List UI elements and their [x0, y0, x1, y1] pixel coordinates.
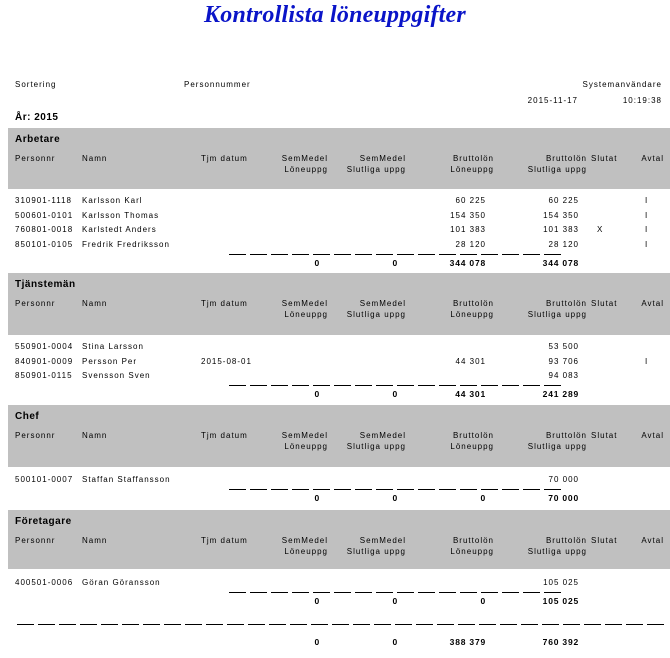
separator-dash [250, 254, 267, 255]
row-avtal: I [645, 225, 649, 234]
column-header-brutto_slutliga_2: Slutliga uppg [527, 165, 587, 174]
row-tjm-datum: 2015-08-01 [201, 356, 252, 366]
separator-dash [523, 592, 540, 593]
column-header-namn: Namn [82, 536, 108, 545]
separator-dash [523, 254, 540, 255]
separator-dash [544, 385, 561, 386]
total-brutto-loneuppg: 344 078 [449, 257, 486, 268]
row-brutto-slutliga: 53 500 [548, 342, 579, 351]
separator-dash [229, 385, 246, 386]
separator-dash [292, 254, 309, 255]
column-header-avtal: Avtal [641, 299, 664, 308]
row-avtal: I [645, 356, 649, 366]
column-header-semmedel_slutliga_2: Slutliga uppg [346, 165, 406, 174]
column-header-avtal: Avtal [641, 536, 664, 545]
column-header-namn: Namn [82, 431, 108, 440]
separator-dash [502, 489, 519, 490]
group-name: Arbetare [15, 134, 61, 145]
separator-dash [206, 624, 223, 625]
column-header-brutto_loneuppg_2: Löneuppg [450, 310, 494, 319]
separator-dash [502, 254, 519, 255]
row-personnr: 850901-0115 [15, 371, 73, 380]
row-avtal: I [645, 196, 649, 205]
separator-dash [481, 489, 498, 490]
separator-dash [292, 489, 309, 490]
separator-dash [38, 624, 55, 625]
grand-total-brutto-loneuppg: 388 379 [449, 637, 486, 647]
separator-dash [418, 254, 435, 255]
column-header-semmedel_slutliga_2: Slutliga uppg [346, 442, 406, 451]
separator-dash [626, 624, 643, 625]
separator-dash [143, 624, 160, 625]
column-header-semmedel_slutliga_2: Slutliga uppg [346, 547, 406, 556]
column-header-semmedel_slutliga_1: SemMedel [359, 154, 406, 163]
column-header-brutto_slutliga_1: Bruttolön [545, 536, 587, 545]
row-brutto-slutliga: 70 000 [548, 475, 579, 484]
separator-dash [355, 254, 372, 255]
column-header-brutto_slutliga_1: Bruttolön [545, 299, 587, 308]
separator-dash [544, 254, 561, 255]
group-header-band [8, 128, 670, 189]
total-semmedel-slutliga: 0 [392, 493, 398, 503]
grand-total-semmedel-loneuppg: 0 [314, 637, 320, 647]
column-header-semmedel_loneuppg_1: SemMedel [281, 536, 328, 545]
total-semmedel-loneuppg: 0 [314, 596, 320, 606]
separator-dash [313, 489, 330, 490]
row-brutto-slutliga: 28 120 [548, 239, 579, 249]
separator-dash [185, 624, 202, 625]
separator-dash [460, 254, 477, 255]
separator-dash [313, 592, 330, 593]
separator-dash [334, 592, 351, 593]
report-date: 2015-11-17 [527, 96, 578, 105]
report-title: Kontrollista löneuppgifter [204, 2, 466, 28]
separator-dash [334, 385, 351, 386]
total-brutto-loneuppg: 44 301 [455, 389, 486, 399]
group-name: Chef [15, 411, 40, 422]
separator-dash [334, 254, 351, 255]
grand-total-brutto-slutliga: 760 392 [542, 637, 579, 647]
row-personnr: 500101-0007 [15, 475, 74, 484]
grand-total-semmedel-slutliga: 0 [392, 637, 398, 647]
column-header-slutat: Slutat [591, 536, 618, 545]
separator-dash [101, 624, 118, 625]
separator-dash [563, 624, 580, 625]
column-header-semmedel_slutliga_2: Slutliga uppg [346, 310, 406, 319]
separator-dash [376, 254, 393, 255]
separator-dash [374, 624, 391, 625]
row-slutat: X [597, 225, 604, 234]
column-header-personnr: Personnr [15, 299, 56, 308]
separator-dash [164, 624, 181, 625]
total-semmedel-loneuppg: 0 [314, 493, 320, 503]
separator-dash [458, 624, 475, 625]
separator-dash [460, 489, 477, 490]
separator-dash [521, 624, 538, 625]
column-header-semmedel_loneuppg_2: Löneuppg [284, 310, 328, 319]
separator-dash [376, 592, 393, 593]
separator-dash [332, 624, 349, 625]
separator-dash [542, 624, 559, 625]
column-header-tjm_datum: Tjm datum [201, 154, 248, 163]
separator-dash [313, 254, 330, 255]
separator-dash [250, 385, 267, 386]
row-brutto-slutliga: 154 350 [543, 210, 579, 220]
row-personnr: 310901-1118 [15, 196, 72, 205]
group-header-band [8, 510, 670, 569]
separator-dash [269, 624, 286, 625]
column-header-brutto_loneuppg_1: Bruttolön [452, 536, 494, 545]
row-personnr: 400501-0006 [15, 578, 74, 587]
separator-dash [502, 592, 519, 593]
separator-dash [250, 489, 267, 490]
separator-dash [229, 489, 246, 490]
row-namn: Karlsson Thomas [82, 210, 160, 220]
separator-dash [397, 385, 414, 386]
row-avtal: I [645, 239, 649, 249]
separator-dash [17, 624, 34, 625]
separator-dash [437, 624, 454, 625]
row-brutto-loneuppg: 60 225 [455, 196, 486, 205]
separator-dash [397, 489, 414, 490]
separator-dash [544, 489, 561, 490]
separator-dash [290, 624, 307, 625]
group-name: Tjänstemän [15, 279, 76, 290]
separator-dash [523, 385, 540, 386]
row-brutto-slutliga: 60 225 [548, 196, 579, 205]
separator-dash [229, 254, 246, 255]
total-semmedel-slutliga: 0 [392, 257, 398, 268]
separator-dash [355, 592, 372, 593]
row-namn: Svensson Sven [82, 371, 151, 380]
row-namn: Stina Larsson [82, 342, 144, 351]
separator-dash [334, 489, 351, 490]
separator-dash [313, 385, 330, 386]
separator-dash [500, 624, 517, 625]
column-header-slutat: Slutat [591, 154, 618, 163]
total-semmedel-slutliga: 0 [392, 389, 398, 399]
total-semmedel-slutliga: 0 [392, 596, 398, 606]
separator-dash [59, 624, 76, 625]
total-brutto-loneuppg: 0 [480, 493, 486, 503]
sort-label: Sortering [15, 80, 57, 89]
separator-dash [397, 592, 414, 593]
separator-dash [271, 489, 288, 490]
separator-dash [481, 385, 498, 386]
separator-dash [605, 624, 622, 625]
separator-dash [250, 592, 267, 593]
column-header-brutto_slutliga_2: Slutliga uppg [527, 310, 587, 319]
group-name: Företagare [15, 516, 72, 527]
column-header-brutto_slutliga_2: Slutliga uppg [527, 547, 587, 556]
year-label: År: 2015 [15, 112, 59, 123]
separator-dash [647, 624, 664, 625]
group-header-band [8, 405, 670, 467]
separator-dash [584, 624, 601, 625]
separator-dash [544, 592, 561, 593]
row-personnr: 500601-0101 [15, 210, 74, 220]
separator-dash [311, 624, 328, 625]
row-brutto-loneuppg: 28 120 [455, 239, 486, 249]
column-header-personnr: Personnr [15, 536, 56, 545]
separator-dash [416, 624, 433, 625]
column-header-tjm_datum: Tjm datum [201, 299, 248, 308]
column-header-semmedel_loneuppg_1: SemMedel [281, 431, 328, 440]
column-header-avtal: Avtal [641, 431, 664, 440]
separator-dash [460, 592, 477, 593]
row-personnr: 760801-0018 [15, 225, 74, 234]
column-header-avtal: Avtal [641, 154, 664, 163]
column-header-brutto_loneuppg_1: Bruttolön [452, 154, 494, 163]
separator-dash [376, 489, 393, 490]
row-namn: Karlstedt Anders [82, 225, 157, 234]
separator-dash [397, 254, 414, 255]
column-header-tjm_datum: Tjm datum [201, 431, 248, 440]
separator-dash [271, 385, 288, 386]
total-brutto-slutliga: 241 289 [542, 389, 579, 399]
row-personnr: 840901-0009 [15, 356, 74, 366]
total-brutto-slutliga: 70 000 [548, 493, 579, 503]
column-header-semmedel_slutliga_1: SemMedel [359, 536, 406, 545]
separator-dash [271, 592, 288, 593]
sort-value: Personnummer [184, 80, 251, 89]
separator-dash [80, 624, 97, 625]
column-header-brutto_loneuppg_1: Bruttolön [452, 299, 494, 308]
column-header-slutat: Slutat [591, 299, 618, 308]
row-brutto-slutliga: 101 383 [543, 225, 579, 234]
column-header-tjm_datum: Tjm datum [201, 536, 248, 545]
row-namn: Göran Göransson [82, 578, 161, 587]
total-brutto-loneuppg: 0 [480, 596, 486, 606]
separator-dash [355, 385, 372, 386]
row-namn: Fredrik Fredriksson [82, 239, 170, 249]
total-brutto-slutliga: 105 025 [542, 596, 579, 606]
separator-dash [292, 385, 309, 386]
column-header-brutto_loneuppg_2: Löneuppg [450, 547, 494, 556]
column-header-semmedel_loneuppg_1: SemMedel [281, 154, 328, 163]
column-header-namn: Namn [82, 299, 108, 308]
separator-dash [248, 624, 265, 625]
separator-dash [481, 592, 498, 593]
separator-dash [439, 385, 456, 386]
report-time: 10:19:38 [622, 96, 662, 105]
column-header-semmedel_loneuppg_2: Löneuppg [284, 442, 328, 451]
separator-dash [292, 592, 309, 593]
separator-dash [229, 592, 246, 593]
group-header-band [8, 273, 670, 335]
column-header-semmedel_slutliga_1: SemMedel [359, 299, 406, 308]
separator-dash [227, 624, 244, 625]
row-personnr: 550901-0004 [15, 342, 74, 351]
row-brutto-loneuppg: 44 301 [455, 356, 486, 366]
separator-dash [418, 592, 435, 593]
separator-dash [460, 385, 477, 386]
row-personnr: 850101-0105 [15, 239, 74, 249]
column-header-semmedel_loneuppg_2: Löneuppg [284, 547, 328, 556]
separator-dash [353, 624, 370, 625]
row-brutto-slutliga: 93 706 [548, 356, 579, 366]
row-brutto-loneuppg: 154 350 [450, 210, 486, 220]
column-header-semmedel_loneuppg_1: SemMedel [281, 299, 328, 308]
total-semmedel-loneuppg: 0 [314, 257, 320, 268]
column-header-brutto_slutliga_2: Slutliga uppg [527, 442, 587, 451]
column-header-semmedel_loneuppg_2: Löneuppg [284, 165, 328, 174]
column-header-brutto_slutliga_1: Bruttolön [545, 431, 587, 440]
separator-dash [523, 489, 540, 490]
separator-dash [395, 624, 412, 625]
row-namn: Staffan Staffansson [82, 475, 171, 484]
separator-dash [439, 592, 456, 593]
row-brutto-loneuppg: 101 383 [450, 225, 486, 234]
separator-dash [439, 254, 456, 255]
separator-dash [418, 489, 435, 490]
column-header-brutto_loneuppg_2: Löneuppg [450, 165, 494, 174]
separator-dash [481, 254, 498, 255]
column-header-brutto_loneuppg_1: Bruttolön [452, 431, 494, 440]
row-brutto-slutliga: 94 083 [548, 371, 579, 380]
row-namn: Persson Per [82, 356, 138, 366]
column-header-personnr: Personnr [15, 154, 56, 163]
row-brutto-slutliga: 105 025 [543, 578, 579, 587]
separator-dash [376, 385, 393, 386]
column-header-semmedel_slutliga_1: SemMedel [359, 431, 406, 440]
separator-dash [271, 254, 288, 255]
column-header-slutat: Slutat [591, 431, 618, 440]
total-brutto-slutliga: 344 078 [542, 257, 579, 268]
row-avtal: I [645, 210, 649, 220]
separator-dash [418, 385, 435, 386]
separator-dash [439, 489, 456, 490]
column-header-brutto_slutliga_1: Bruttolön [545, 154, 587, 163]
column-header-namn: Namn [82, 154, 108, 163]
separator-dash [355, 489, 372, 490]
system-user-label: Systemanvändare [582, 80, 662, 89]
row-namn: Karlsson Karl [82, 196, 143, 205]
column-header-brutto_loneuppg_2: Löneuppg [450, 442, 494, 451]
total-semmedel-loneuppg: 0 [314, 389, 320, 399]
separator-dash [122, 624, 139, 625]
separator-dash [502, 385, 519, 386]
separator-dash [479, 624, 496, 625]
column-header-personnr: Personnr [15, 431, 56, 440]
